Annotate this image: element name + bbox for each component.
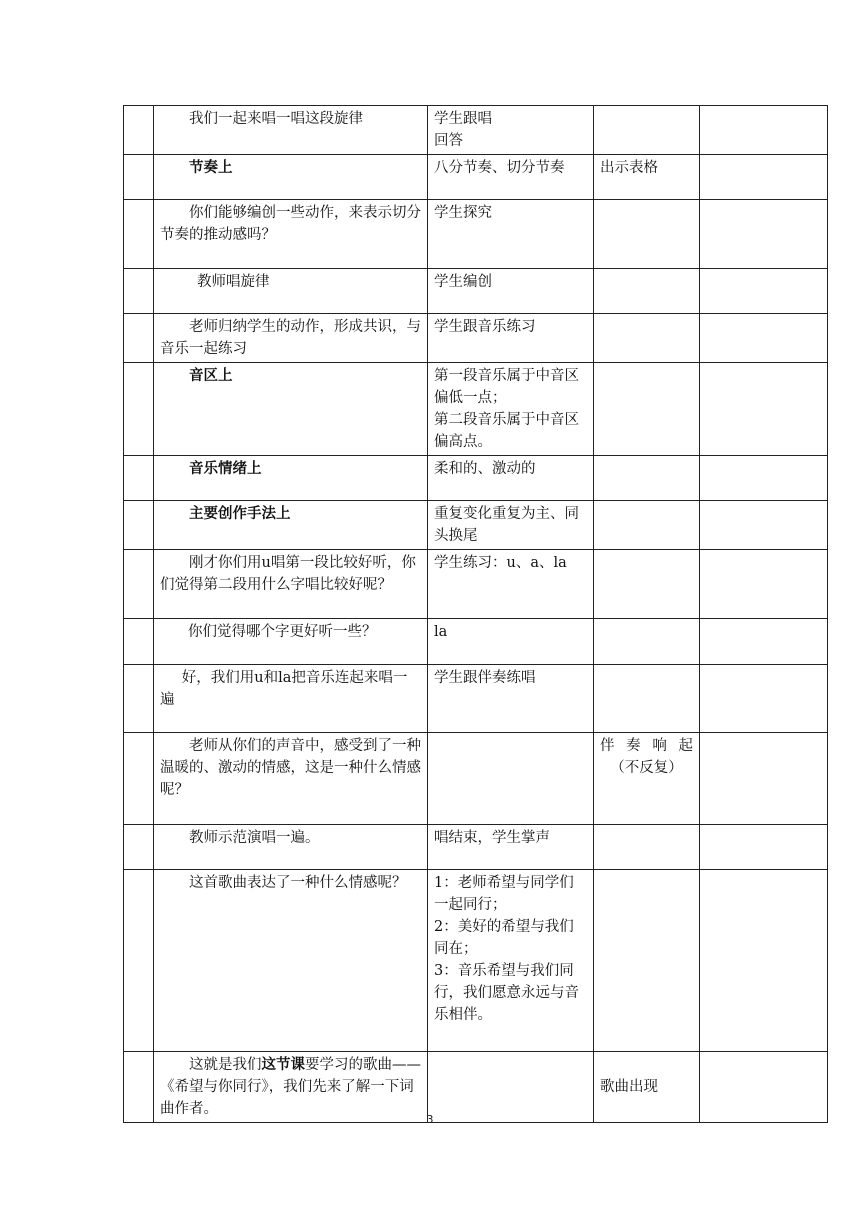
student-activity-line: 回答: [434, 133, 463, 149]
teacher-activity-text-part: 这就是我们: [189, 1057, 262, 1073]
student-activity-cell: [428, 733, 594, 825]
table-row: [124, 363, 828, 456]
media-cell: [594, 550, 700, 619]
lesson-plan-table: [123, 105, 828, 1123]
note-cell: [700, 200, 828, 269]
student-activity-line: 第一段音乐属于中音区偏低一点；: [434, 368, 579, 406]
row-index-cell: [124, 363, 154, 456]
media-cell: [594, 200, 700, 269]
media-cell: [594, 825, 700, 870]
note-cell: [700, 1052, 828, 1123]
row-index-cell: [124, 200, 154, 269]
note-cell: [700, 665, 828, 733]
teacher-activity-text: 节奏上: [189, 159, 233, 176]
note-cell: [700, 501, 828, 550]
teacher-activity-text: 音区上: [189, 367, 233, 384]
teacher-activity-emphasis: 这节课: [261, 1056, 305, 1073]
teacher-activity-text: 我们一起来唱一唱这段旋律: [189, 111, 363, 127]
teacher-activity-cell: [154, 870, 428, 1052]
row-index-cell: [124, 550, 154, 619]
teacher-activity-cell: [154, 155, 428, 200]
teacher-activity-cell: [154, 665, 428, 733]
row-index-cell: [124, 825, 154, 870]
teacher-activity-text: 这首歌曲表达了一种什么情感呢？: [189, 875, 407, 891]
table-row: [124, 269, 828, 314]
media-cell: [594, 1052, 700, 1123]
student-activity-cell: [428, 501, 594, 550]
student-activity-line: 3：音乐希望与我们同行，我们愿意永远与音乐相伴。: [434, 963, 579, 1023]
teacher-activity-text: 教师示范演唱一遍。: [189, 830, 320, 846]
teacher-activity-text: 你们能够编创一些动作，来表示切分节奏的推动感吗？: [160, 205, 421, 243]
student-activity-cell: [428, 1052, 594, 1123]
student-activity-cell: [428, 619, 594, 665]
note-cell: [700, 269, 828, 314]
note-cell: [700, 550, 828, 619]
teacher-activity-cell: [154, 363, 428, 456]
teacher-activity-cell: [154, 733, 428, 825]
student-activity-line: 学生练习：u、a、la: [434, 555, 567, 571]
student-activity-cell: [428, 825, 594, 870]
note-cell: [700, 456, 828, 501]
row-index-cell: [124, 619, 154, 665]
media-line: （不反复）: [610, 760, 683, 776]
teacher-activity-text: 音乐情绪上: [189, 460, 262, 477]
teacher-activity-cell: [154, 456, 428, 501]
row-index-cell: [124, 665, 154, 733]
student-activity-cell: [428, 870, 594, 1052]
row-index-cell: [124, 314, 154, 363]
table-row: [124, 550, 828, 619]
teacher-activity-text-part: 要学习的歌曲——《希望与你同行》，我们先来了解一下词曲作者。: [160, 1057, 421, 1117]
student-activity-line: 柔和的、激动的: [434, 461, 536, 477]
row-index-cell: [124, 269, 154, 314]
teacher-activity-cell: [154, 825, 428, 870]
row-index-cell: [124, 155, 154, 200]
table-row: [124, 501, 828, 550]
table-row: [124, 825, 828, 870]
note-cell: [700, 870, 828, 1052]
teacher-activity-cell: [154, 1052, 428, 1123]
student-activity-line: 学生跟伴奏练唱: [434, 670, 536, 686]
teacher-activity-text: 你们觉得哪个字更好听一些？: [188, 624, 377, 640]
table-row: [124, 619, 828, 665]
media-cell: [594, 269, 700, 314]
teacher-activity-cell: [154, 501, 428, 550]
student-activity-line: 学生探究: [434, 205, 492, 221]
student-activity-line: 学生编创: [434, 274, 492, 290]
student-activity-cell: [428, 155, 594, 200]
teacher-activity-text: 主要创作手法上: [189, 505, 291, 522]
table-row: [124, 870, 828, 1052]
student-activity-cell: [428, 363, 594, 456]
teacher-activity-text: 老师归纳学生的动作，形成共识，与音乐一起练习: [160, 319, 421, 357]
table-row: [124, 314, 828, 363]
page-number: 3: [426, 1113, 434, 1126]
teacher-activity-text: 老师从你们的声音中，感受到了一种温暖的、激动的情感，这是一种什么情感呢？: [160, 738, 421, 798]
note-cell: [700, 106, 828, 155]
row-index-cell: [124, 456, 154, 501]
note-cell: [700, 825, 828, 870]
media-cell: [594, 314, 700, 363]
student-activity-cell: [428, 550, 594, 619]
media-cell: [594, 363, 700, 456]
student-activity-cell: [428, 314, 594, 363]
student-activity-line: 1：老师希望与同学们一起同行；: [434, 875, 574, 913]
table-row: [124, 733, 828, 825]
student-activity-line: la: [434, 624, 448, 640]
student-activity-line: 重复变化重复为主、同头换尾: [434, 506, 579, 544]
row-index-cell: [124, 1052, 154, 1123]
media-text: 歌曲出现: [600, 1079, 658, 1095]
teacher-activity-cell: [154, 314, 428, 363]
media-cell: [594, 665, 700, 733]
media-line: 伴奏响起: [600, 738, 693, 754]
table-row: [124, 155, 828, 200]
note-cell: [700, 363, 828, 456]
note-cell: [700, 314, 828, 363]
teacher-activity-cell: [154, 269, 428, 314]
table-row: [124, 456, 828, 501]
media-text: 出示表格: [600, 160, 658, 176]
teacher-activity-text: 教师唱旋律: [197, 274, 270, 290]
media-cell: [594, 501, 700, 550]
media-cell: [594, 619, 700, 665]
student-activity-line: 唱结束，学生掌声: [434, 830, 550, 846]
row-index-cell: [124, 501, 154, 550]
teacher-activity-cell: [154, 106, 428, 155]
student-activity-line: 第二段音乐属于中音区偏高点。: [434, 412, 579, 450]
table-row: [124, 1052, 828, 1123]
note-cell: [700, 155, 828, 200]
row-index-cell: [124, 870, 154, 1052]
teacher-activity-cell: [154, 619, 428, 665]
student-activity-cell: [428, 269, 594, 314]
row-index-cell: [124, 106, 154, 155]
student-activity-line: 八分节奏、切分节奏: [434, 160, 565, 176]
student-activity-cell: [428, 106, 594, 155]
table-row: [124, 106, 828, 155]
teacher-activity-cell: [154, 550, 428, 619]
student-activity-line: 学生跟音乐练习: [434, 319, 536, 335]
note-cell: [700, 733, 828, 825]
row-index-cell: [124, 733, 154, 825]
student-activity-cell: [428, 456, 594, 501]
media-cell: [594, 106, 700, 155]
student-activity-line: 学生跟唱: [434, 111, 492, 127]
teacher-activity-cell: [154, 200, 428, 269]
student-activity-cell: [428, 200, 594, 269]
teacher-activity-text: 好，我们用u和la把音乐连起来唱一遍: [160, 670, 408, 708]
table-row: [124, 665, 828, 733]
table-row: [124, 200, 828, 269]
student-activity-cell: [428, 665, 594, 733]
media-cell: [594, 870, 700, 1052]
media-cell: [594, 733, 700, 825]
student-activity-line: 2：美好的希望与我们同在；: [434, 919, 574, 957]
teacher-activity-text: 刚才你们用u唱第一段比较好听，你们觉得第二段用什么字唱比较好呢？: [160, 555, 416, 593]
media-cell: [594, 155, 700, 200]
media-cell: [594, 456, 700, 501]
note-cell: [700, 619, 828, 665]
